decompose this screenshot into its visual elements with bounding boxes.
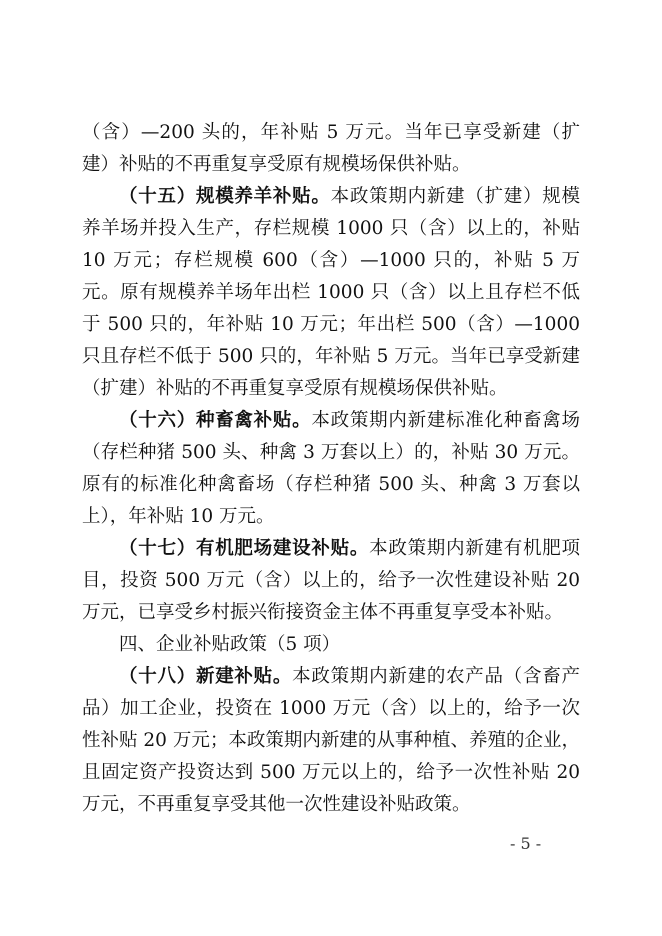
paragraph-heading: （十八）新建补贴。	[119, 666, 293, 687]
paragraph-breeding-stock-subsidy	[82, 405, 580, 533]
section-heading-enterprise-policy	[82, 629, 580, 661]
document-body	[82, 117, 580, 821]
paragraph-new-construction-subsidy	[82, 661, 580, 821]
paragraph-heading: （十六）种畜禽补贴。	[119, 410, 312, 431]
paragraph-heading: （十七）有机肥场建设补贴。	[119, 538, 370, 559]
paragraph-text: 本政策期内新建的农产品（含畜产品）加工企业，投资在 1000 万元（含）以上的，给予一次性补贴 20 万元；本政策期内新建的从事种植、养殖的企业，且固定资产投资达到 500 万元以上的，给予一次性补贴 20 万元，不再重复享受其他一次性建设补贴政策。	[82, 666, 580, 815]
section-heading-text: 四、企业补贴政策（5 项）	[119, 634, 341, 655]
paragraph-heading: （十五）规模养羊补贴。	[119, 186, 331, 207]
paragraph-continuation	[82, 117, 580, 181]
paragraph-text: 本政策期内新建标准化种畜禽场（存栏种猪 500 头、种禽 3 万套以上）的，补贴 30 万元。原有的标准化种禽畜场（存栏种猪 500 头、种禽 3 万套以上），年补贴 10 万元。	[82, 410, 580, 527]
page-number: - 5 -	[510, 834, 542, 853]
paragraph-sheep-subsidy	[82, 181, 580, 405]
paragraph-text: 本政策期内新建（扩建）规模养羊场并投入生产，存栏规模 1000 只（含）以上的，补贴 10 万元；存栏规模 600（含）—1000 只的，补贴 5 万元。原有规模养羊场年出栏 1000 只（含）以上且存栏不低于 500 只的，年补贴 10 万元；年出栏 500（含）—1000 只且存栏不低于 500 只的，年补贴 5 万元。当年已享受新建（扩建）补贴的不再重复享受原有规模场保供补贴。	[82, 186, 580, 399]
paragraph-text: 本政策期内新建有机肥项目，投资 500 万元（含）以上的，给予一次性建设补贴 20 万元，已享受乡村振兴衔接资金主体不再重复享受本补贴。	[82, 538, 580, 623]
paragraph-organic-fertilizer-subsidy	[82, 533, 580, 629]
paragraph-text: （含）—200 头的，年补贴 5 万元。当年已享受新建（扩建）补贴的不再重复享受原有规模场保供补贴。	[82, 122, 580, 175]
